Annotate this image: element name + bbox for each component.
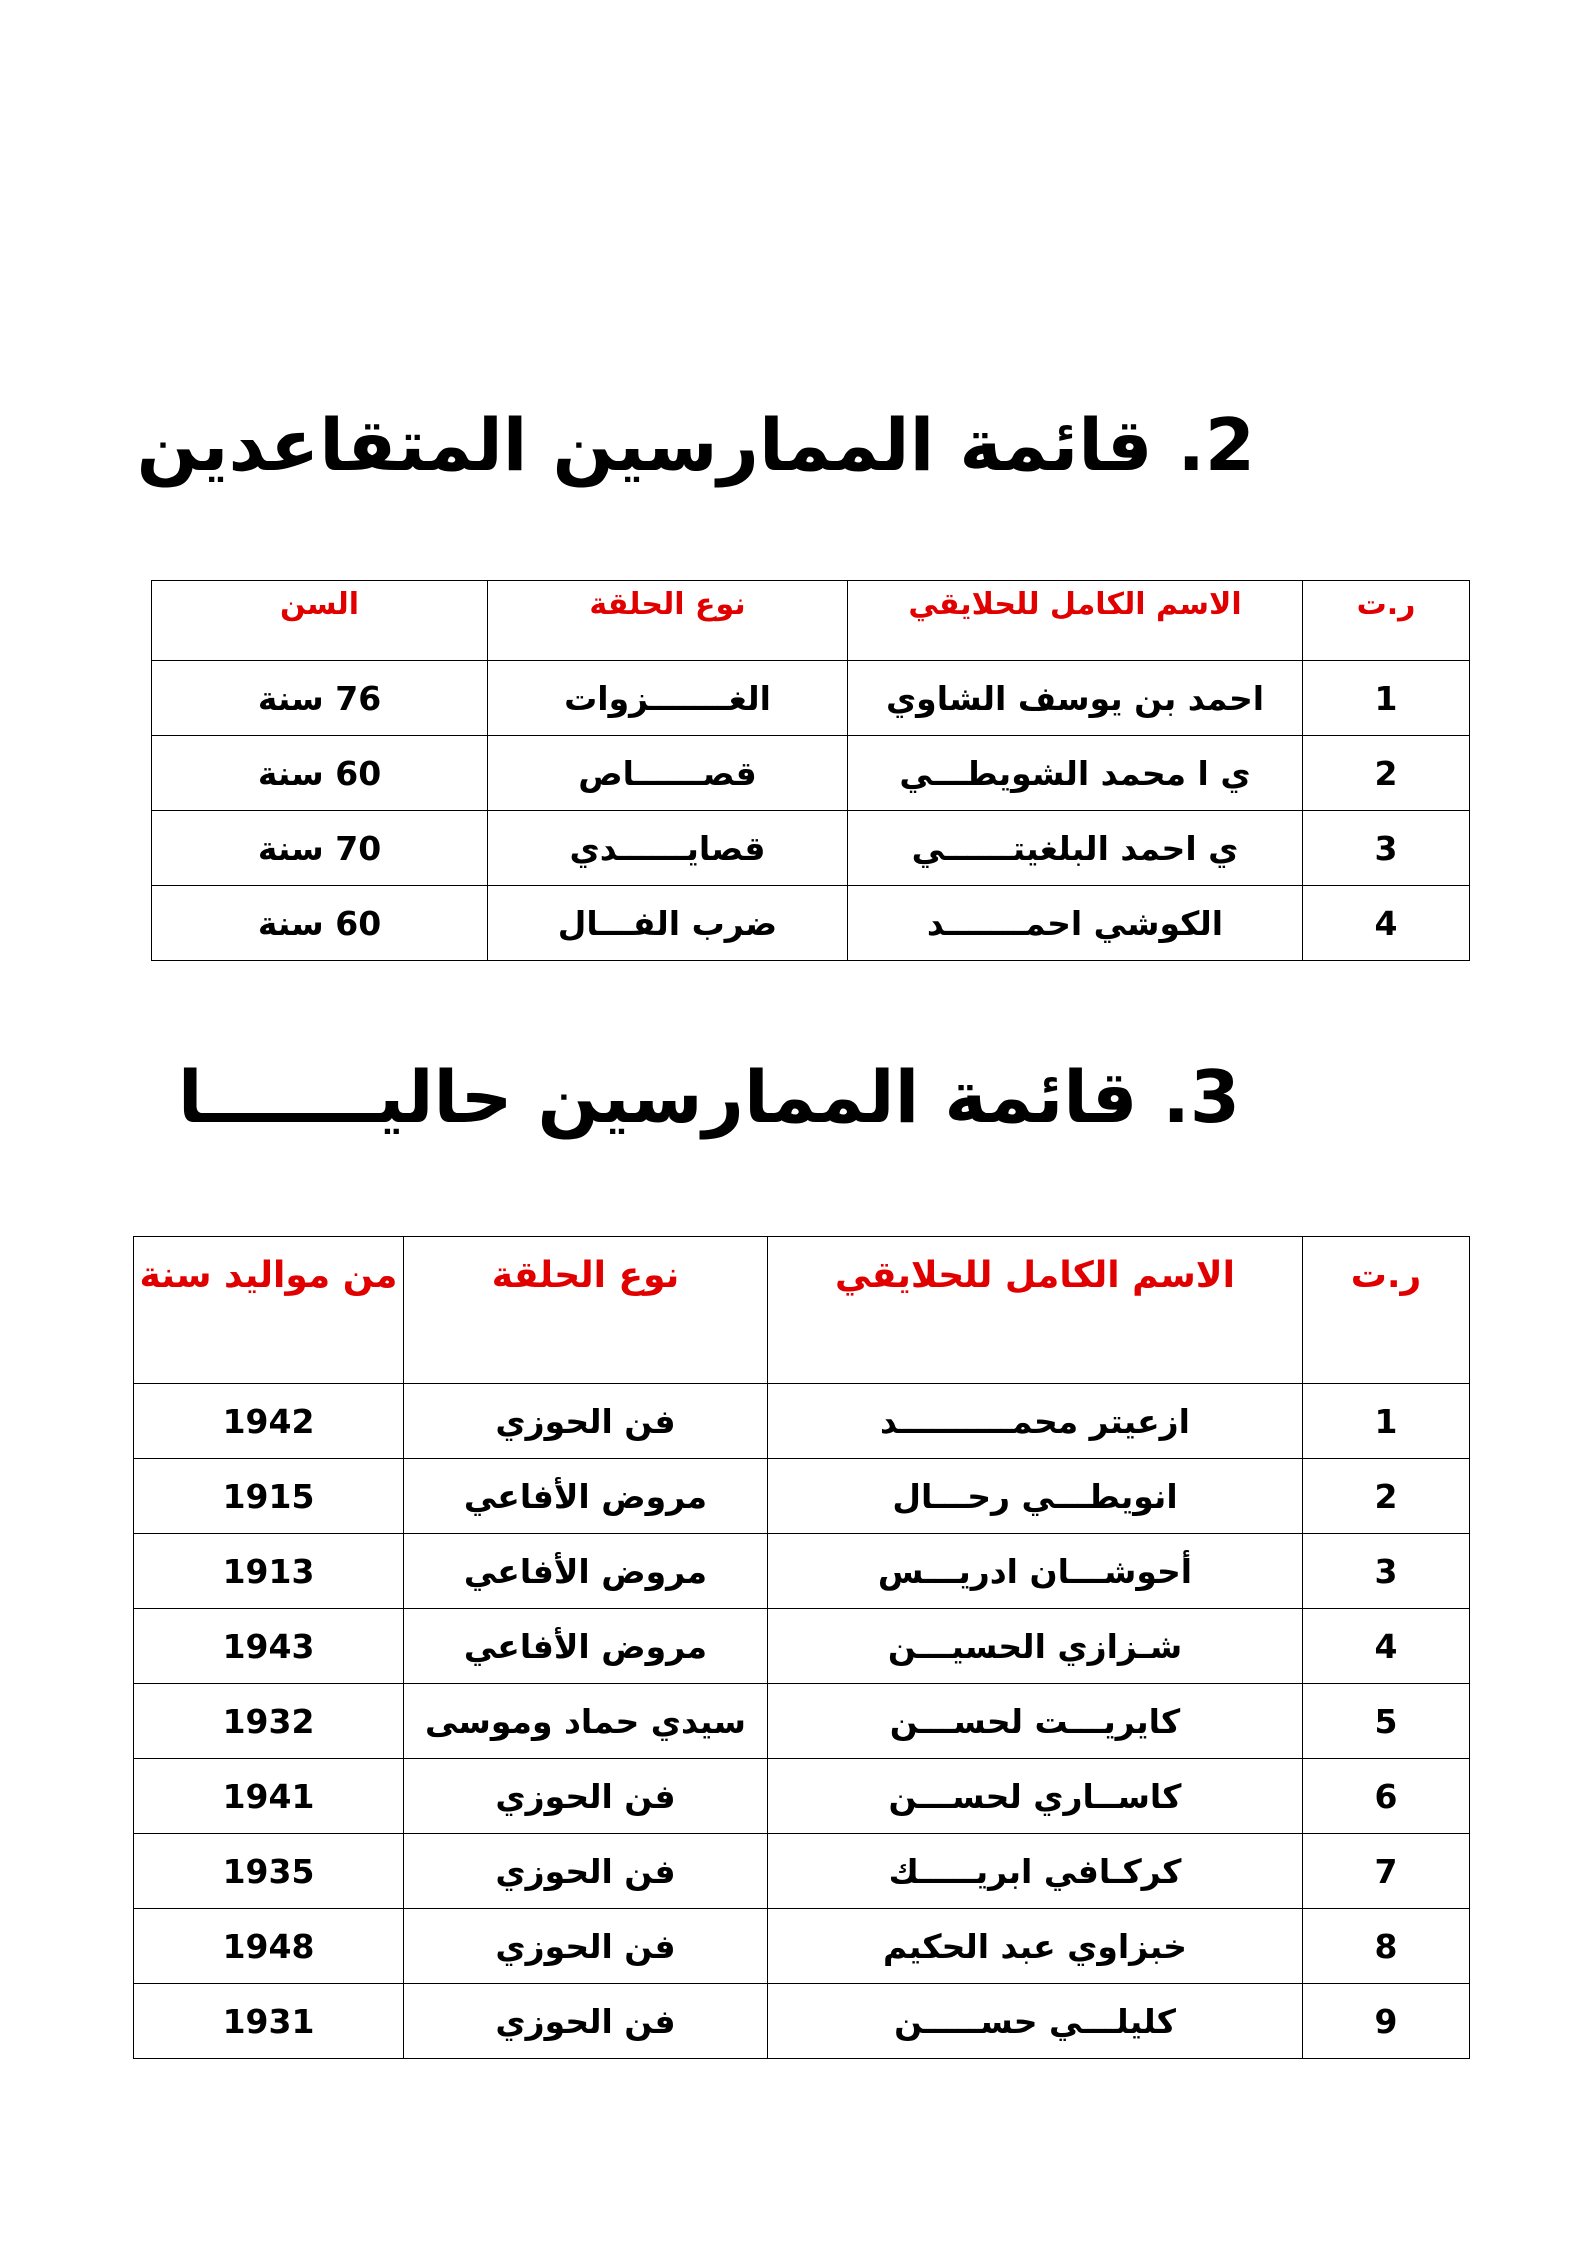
cell-birth-year: 1943	[134, 1609, 404, 1684]
current-practitioners-title: 3. قائمة الممارسين حاليـــــــا	[177, 1055, 1240, 1139]
column-header-index: ر.ت	[1303, 581, 1470, 661]
cell-name: احمد بن يوسف الشاوي	[848, 661, 1303, 736]
cell-type: مروض الأفاعي	[404, 1459, 768, 1534]
retired-practitioners-table	[151, 580, 1470, 961]
table-row	[134, 1834, 1470, 1909]
cell-age: 76 سنة	[152, 661, 488, 736]
table-row	[152, 736, 1470, 811]
cell-name: الكوشي احمـــــــد	[848, 886, 1303, 961]
table-row	[134, 1459, 1470, 1534]
cell-name: شـزازي الحسيـــن	[768, 1609, 1303, 1684]
cell-type: فن الحوزي	[404, 1759, 768, 1834]
cell-index: 9	[1303, 1984, 1470, 2059]
table-row	[152, 661, 1470, 736]
table-row	[134, 1384, 1470, 1459]
table-row	[134, 1984, 1470, 2059]
cell-birth-year: 1948	[134, 1909, 404, 1984]
cell-type: قصايــــــدي	[488, 811, 848, 886]
cell-index: 4	[1303, 1609, 1470, 1684]
cell-index: 1	[1303, 1384, 1470, 1459]
cell-name: انويطـــي رحـــال	[768, 1459, 1303, 1534]
column-header-type: نوع الحلقة	[488, 581, 848, 661]
cell-index: 3	[1303, 811, 1470, 886]
table-row	[134, 1609, 1470, 1684]
column-header-type: نوع الحلقة	[404, 1237, 768, 1384]
cell-name: ي ا محمد الشويطـــي	[848, 736, 1303, 811]
cell-type: الغـــــــزوات	[488, 661, 848, 736]
cell-type: مروض الأفاعي	[404, 1534, 768, 1609]
cell-name: أحوشـــان ادريـــس	[768, 1534, 1303, 1609]
column-header-name: الاسم الكامل للحلايقي	[768, 1237, 1303, 1384]
table-header-row	[134, 1237, 1470, 1384]
cell-name: كركـافي ابريـــــك	[768, 1834, 1303, 1909]
cell-birth-year: 1913	[134, 1534, 404, 1609]
cell-index: 2	[1303, 1459, 1470, 1534]
cell-birth-year: 1931	[134, 1984, 404, 2059]
cell-birth-year: 1941	[134, 1759, 404, 1834]
column-header-age: السن	[152, 581, 488, 661]
cell-type: سيدي حماد وموسى	[404, 1684, 768, 1759]
cell-name: كايريـــت لحســـن	[768, 1684, 1303, 1759]
cell-type: مروض الأفاعي	[404, 1609, 768, 1684]
cell-name: ي احمد البلغيتــــــي	[848, 811, 1303, 886]
cell-type: فن الحوزي	[404, 1909, 768, 1984]
cell-birth-year: 1942	[134, 1384, 404, 1459]
column-header-index: ر.ت	[1303, 1237, 1470, 1384]
cell-age: 60 سنة	[152, 736, 488, 811]
retired-practitioners-title: 2. قائمة الممارسين المتقاعدين	[136, 403, 1255, 487]
column-header-name: الاسم الكامل للحلايقي	[848, 581, 1303, 661]
table-row	[134, 1759, 1470, 1834]
cell-birth-year: 1915	[134, 1459, 404, 1534]
cell-index: 3	[1303, 1534, 1470, 1609]
cell-type: فن الحوزي	[404, 1984, 768, 2059]
cell-age: 60 سنة	[152, 886, 488, 961]
cell-name: كاســاري لحســـن	[768, 1759, 1303, 1834]
cell-index: 2	[1303, 736, 1470, 811]
cell-birth-year: 1932	[134, 1684, 404, 1759]
column-header-birth-year: من مواليد سنة	[134, 1237, 404, 1384]
cell-index: 8	[1303, 1909, 1470, 1984]
cell-index: 7	[1303, 1834, 1470, 1909]
cell-type: قصــــــاص	[488, 736, 848, 811]
cell-type: ضرب الفـــال	[488, 886, 848, 961]
cell-index: 4	[1303, 886, 1470, 961]
cell-index: 5	[1303, 1684, 1470, 1759]
cell-index: 6	[1303, 1759, 1470, 1834]
table-row	[134, 1909, 1470, 1984]
cell-name: ازعيتر محمــــــــــد	[768, 1384, 1303, 1459]
table-header-row	[152, 581, 1470, 661]
cell-name: كليلـــي حســـــن	[768, 1984, 1303, 2059]
table-row	[152, 886, 1470, 961]
cell-type: فن الحوزي	[404, 1834, 768, 1909]
table-row	[152, 811, 1470, 886]
cell-type: فن الحوزي	[404, 1384, 768, 1459]
table-row	[134, 1684, 1470, 1759]
table-row	[134, 1534, 1470, 1609]
cell-name: خبزاوي عبد الحكيم	[768, 1909, 1303, 1984]
cell-age: 70 سنة	[152, 811, 488, 886]
cell-index: 1	[1303, 661, 1470, 736]
cell-birth-year: 1935	[134, 1834, 404, 1909]
current-practitioners-table	[133, 1236, 1470, 2059]
